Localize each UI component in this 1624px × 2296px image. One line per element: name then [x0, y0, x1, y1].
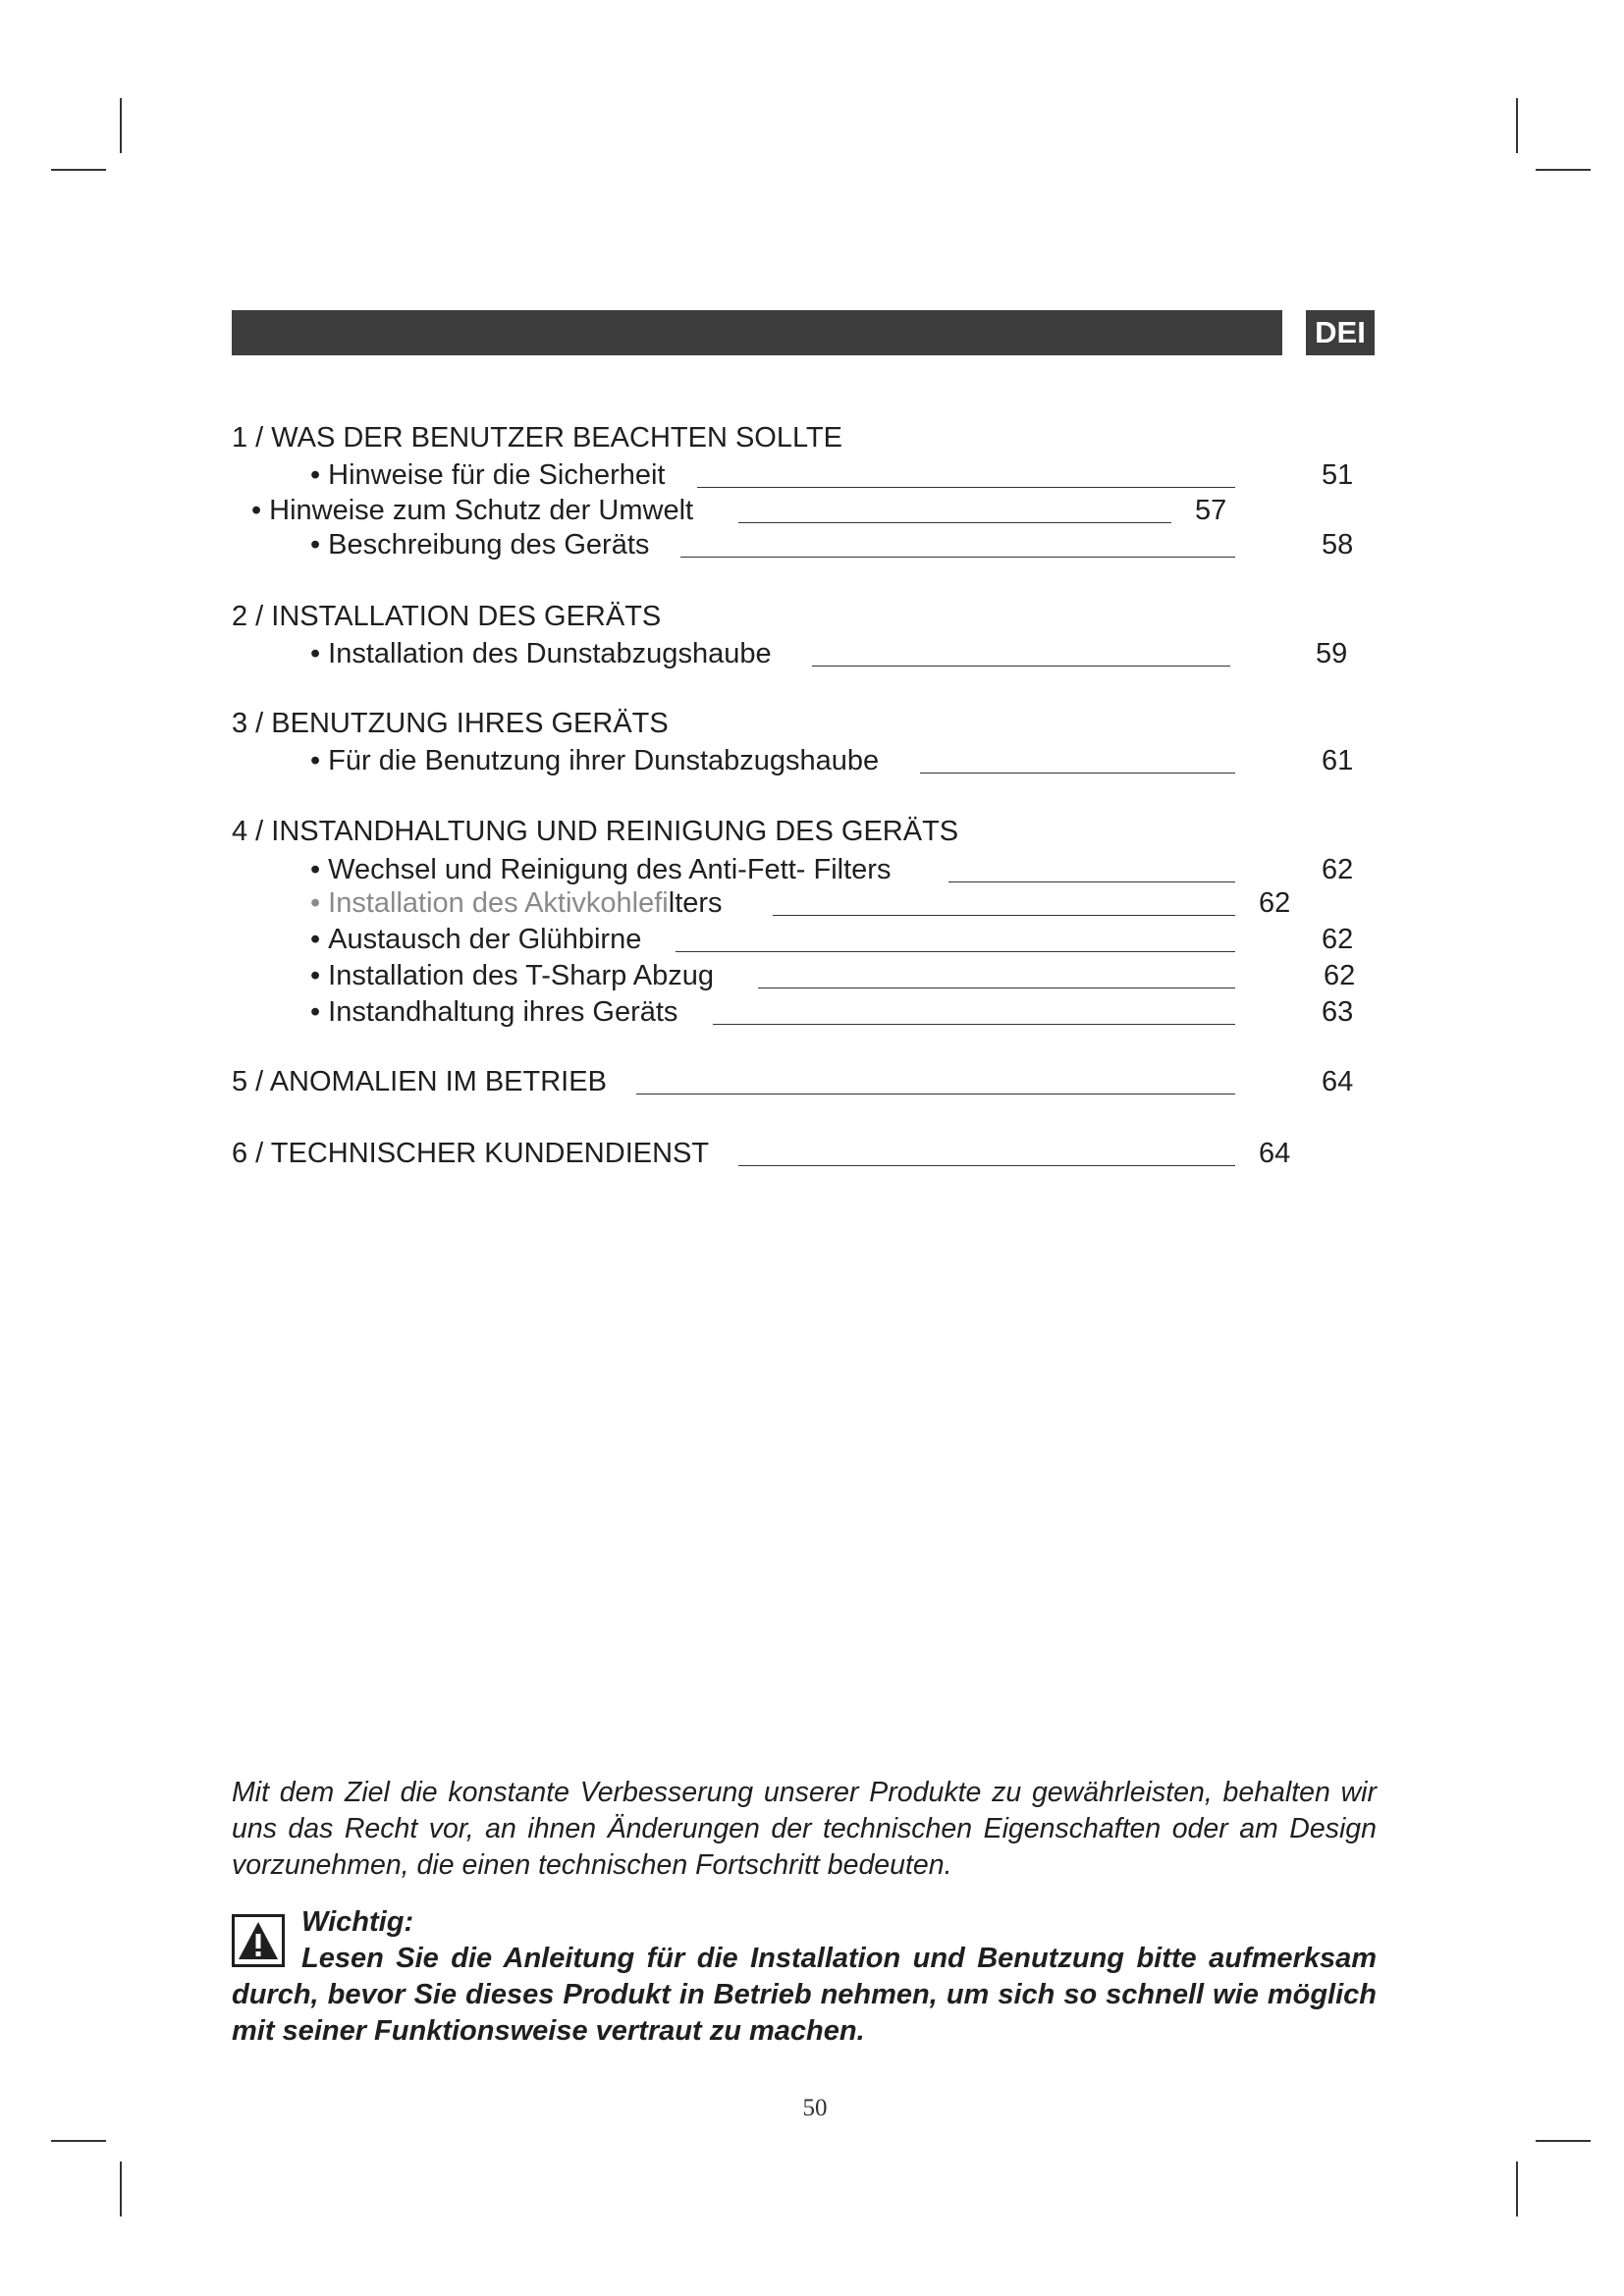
toc-entry-label: Hinweise für die Sicherheit: [328, 459, 666, 491]
toc-entry-label-part-a: Installation des Aktivkohlefi: [328, 887, 669, 919]
leader-line: [738, 1165, 1235, 1166]
page-number: 50: [802, 2095, 828, 2121]
bullet-icon: •: [310, 887, 321, 919]
bullet-icon: •: [310, 960, 321, 991]
crop-mark-bottom-right-vertical: [1516, 2162, 1518, 2216]
leader-line: [697, 487, 1235, 488]
toc-entry[interactable]: [310, 995, 677, 1029]
toc-entry[interactable]: [310, 528, 649, 561]
toc-entry[interactable]: [310, 853, 891, 886]
leader-line: [713, 1024, 1235, 1025]
toc-section-1-title: 1 / WAS DER BENUTZER BEACHTEN SOLLTE: [232, 422, 842, 454]
toc-entry-label: Beschreibung des Geräts: [328, 529, 650, 561]
toc-section-5-title[interactable]: 5 / ANOMALIEN IM BETRIEB: [232, 1066, 607, 1097]
toc-section-3-title: 3 / BENUTZUNG IHRES GERÄTS: [232, 708, 669, 739]
leader-line: [680, 557, 1235, 558]
toc-page-number: 64: [1259, 1138, 1291, 1169]
leader-line: [676, 951, 1235, 952]
toc-page-number: 64: [1322, 1066, 1354, 1097]
toc-entry-label: Wechsel und Reinigung des Anti-Fett- Filters: [328, 854, 892, 885]
crop-mark-bottom-right-horizontal: [1536, 2140, 1591, 2142]
toc-section-4-title: 4 / INSTANDHALTUNG UND REINIGUNG DES GERÄTS: [232, 816, 959, 847]
leader-line: [920, 773, 1235, 774]
warning-text: Lesen Sie die Anleitung für die Installation und Benutzung bitte aufmerksam durch, bevor Sie dieses Produkt in Betrieb nehmen, um sich so schnell wie möglich mit seiner Funktionsweise vertraut zu machen.: [232, 1943, 1377, 2047]
language-badge: DEI: [1306, 310, 1375, 355]
toc-page-number: 62: [1322, 924, 1354, 955]
toc-entry[interactable]: [251, 494, 693, 527]
toc-entry[interactable]: [310, 886, 723, 920]
crop-mark-bottom-left-vertical: [120, 2162, 122, 2216]
warning-title: Wichtig:: [301, 1906, 414, 1938]
bullet-icon: •: [310, 459, 321, 491]
toc-entry-label: Hinweise zum Schutz der Umwelt: [269, 495, 694, 526]
bullet-icon: •: [251, 495, 262, 526]
toc-page-number: 62: [1324, 960, 1356, 991]
toc-entry-label: Austausch der Glühbirne: [328, 924, 642, 955]
toc-page-number: 59: [1316, 638, 1348, 669]
toc-entry-label: Installation des Dunstabzugshaube: [328, 638, 772, 669]
toc-entry[interactable]: [310, 637, 772, 670]
toc-page-number: 62: [1322, 854, 1354, 885]
toc-entry-label-part-b: lters: [668, 887, 723, 919]
toc-entry-label: Für die Benutzung ihrer Dunstabzugshaube: [328, 745, 880, 776]
toc-entry-label: Instandhaltung ihres Geräts: [328, 996, 678, 1028]
bullet-icon: •: [310, 924, 321, 955]
toc-entry[interactable]: [310, 923, 641, 956]
bullet-icon: •: [310, 854, 321, 885]
toc-entry[interactable]: [310, 744, 879, 777]
leader-line: [812, 666, 1230, 667]
toc-page-number: 62: [1259, 887, 1291, 919]
leader-line: [948, 881, 1235, 882]
toc-entry[interactable]: [310, 458, 665, 492]
toc-page-number: 57: [1195, 495, 1227, 526]
crop-mark-bottom-left-horizontal: [51, 2140, 106, 2142]
bullet-icon: •: [310, 745, 321, 776]
bullet-icon: •: [310, 529, 321, 561]
toc-entry-label: Installation des T-Sharp Abzug: [328, 960, 714, 991]
leader-line: [636, 1094, 1235, 1095]
improvement-notice: Mit dem Ziel die konstante Verbesserung unserer Produkte zu gewährleisten, behalten wir uns das Recht vor, an ihnen Änderungen der technischen Eigenschaften oder am Design vorzunehmen, die einen technischen Fortschritt bedeuten.: [232, 1777, 1377, 1881]
toc-page-number: 58: [1322, 529, 1354, 561]
toc-page-number: 51: [1322, 459, 1354, 491]
bullet-icon: •: [310, 638, 321, 669]
toc-section-6-title[interactable]: 6 / TECHNISCHER KUNDENDIENST: [232, 1138, 710, 1169]
toc-page-number: 61: [1322, 745, 1354, 776]
leader-line: [738, 522, 1171, 523]
toc-entry[interactable]: [310, 959, 714, 992]
toc-page-number: 63: [1322, 996, 1354, 1028]
toc-section-2-title: 2 / INSTALLATION DES GERÄTS: [232, 601, 662, 632]
leader-line: [773, 915, 1235, 916]
bullet-icon: •: [310, 996, 321, 1028]
